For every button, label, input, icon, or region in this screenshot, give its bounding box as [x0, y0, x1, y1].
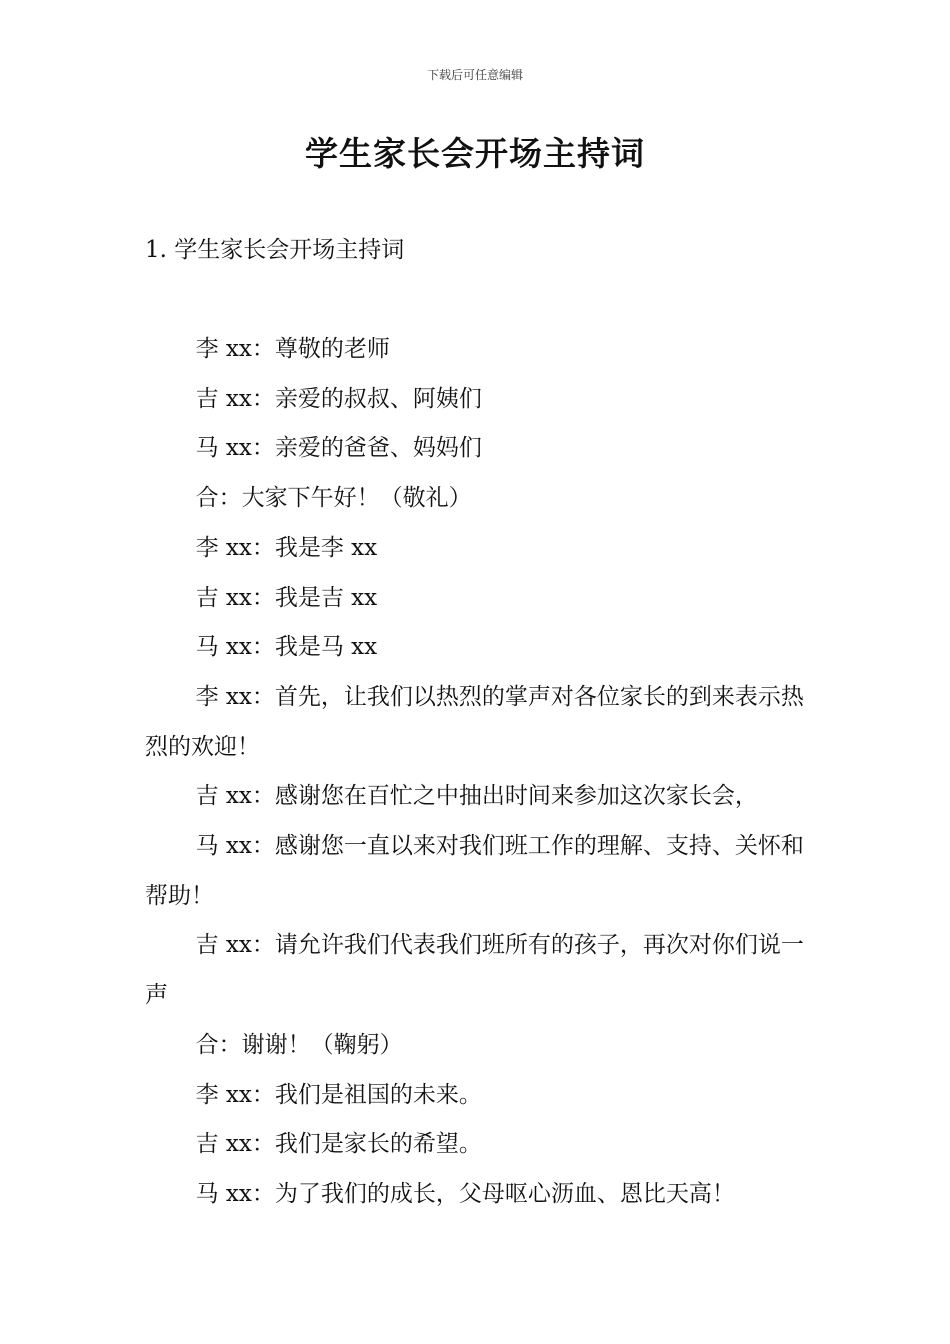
paragraph: 吉 xx：请允许我们代表我们班所有的孩子，再次对你们说一声 — [145, 932, 804, 1009]
paragraph: 马 xx：为了我们的成长，父母呕心沥血、恩比天高！ — [195, 1180, 735, 1207]
paragraph: 吉 xx：亲爱的叔叔、阿姨们 — [195, 385, 482, 412]
paragraph: 合：大家下午好！（敬礼） — [195, 485, 472, 512]
document-title: 学生家长会开场主持词 — [305, 134, 645, 173]
paragraph: 李 xx：首先，让我们以热烈的掌声对各位家长的到来表示热烈的欢迎！ — [145, 683, 804, 760]
paragraph: 马 xx：感谢您一直以来对我们班工作的理解、支持、关怀和帮助！ — [145, 833, 804, 909]
paragraph: 马 xx：亲爱的爸爸、妈妈们 — [195, 435, 482, 462]
paragraph: 李 xx：我是李 xx — [195, 534, 378, 561]
paragraph: 合：谢谢！（鞠躬） — [195, 1031, 403, 1058]
section-heading: 1. 学生家长会开场主持词 — [145, 237, 405, 263]
paragraph: 李 xx：尊敬的老师 — [195, 336, 390, 362]
document-body — [145, 325, 810, 1220]
header-note: 下载后可任意编辑 — [426, 68, 523, 82]
paragraph: 吉 xx：感谢您在百忙之中抽出时间来参加这次家长会， — [195, 783, 758, 810]
paragraph: 马 xx：我是马 xx — [195, 634, 378, 661]
paragraph: 吉 xx：我们是家长的希望。 — [195, 1131, 482, 1158]
paragraph: 吉 xx：我是吉 xx — [195, 584, 378, 611]
paragraph: 李 xx：我们是祖国的未来。 — [195, 1081, 482, 1108]
